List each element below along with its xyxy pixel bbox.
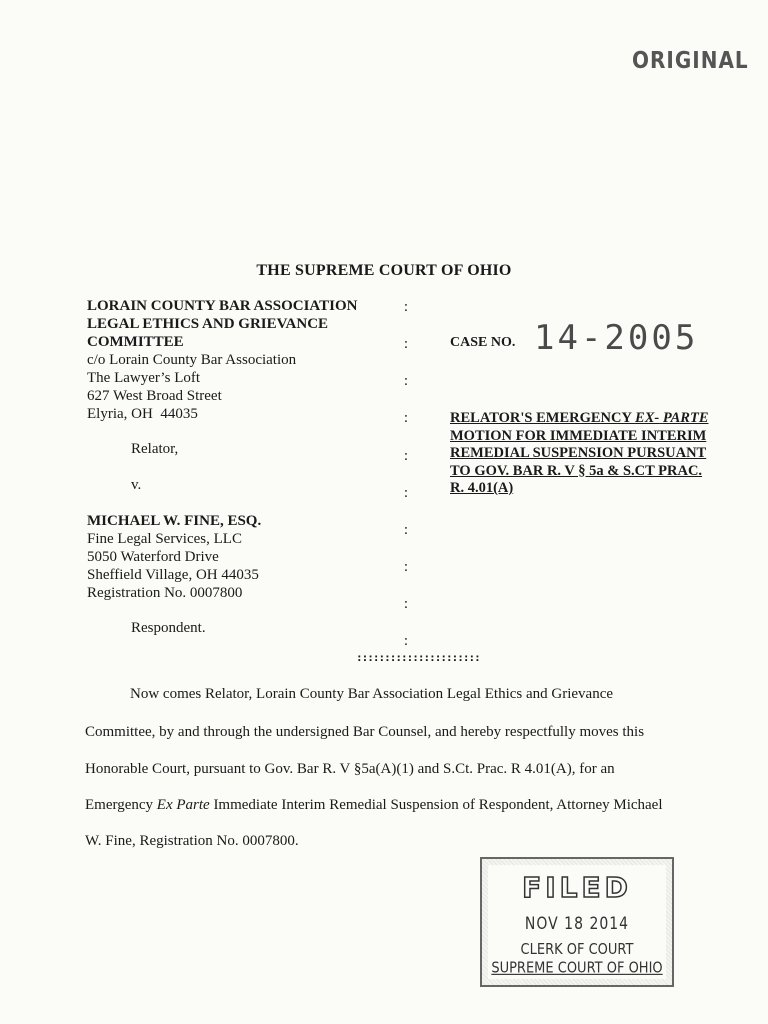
relator-name-line2: LEGAL ETHICS AND GRIEVANCE — [87, 316, 329, 332]
caption-colon: : — [403, 633, 409, 649]
original-stamp: ORIGINAL — [632, 46, 749, 74]
filed-stamp — [480, 857, 674, 987]
filed-clerk-line2: SUPREME COURT OF OHIO — [491, 960, 663, 978]
filed-date: NOV 18 2014 — [524, 914, 630, 934]
case-number-stamp: 14-2005 — [534, 318, 699, 358]
motion-title-part1: RELATOR'S EMERGENCY — [450, 410, 636, 426]
caption-colon: : — [403, 448, 409, 464]
body-line-4-italic: Ex Parte — [156, 797, 210, 813]
body-line-5: W. Fine, Registration No. 0007800. — [85, 833, 299, 849]
caption-colon: : — [403, 410, 409, 426]
body-line-4b: Immediate Interim Remedial Suspension of Respondent, Attorney Michael — [209, 797, 663, 813]
motion-title-part2: MOTION FOR IMMEDIATE INTERIM REMEDIAL SUSPENSION PURSUANT TO GOV. BAR R. V § 5a & S.CT PRAC. R. 4.01(A) — [450, 427, 707, 496]
respondent-role: Respondent. — [131, 620, 206, 636]
case-label: CASE NO. — [450, 335, 516, 350]
relator-role: Relator, — [131, 441, 179, 457]
caption-colon: : — [403, 522, 409, 538]
court-title: THE SUPREME COURT OF OHIO — [256, 262, 512, 279]
relator-name-line3: COMMITTEE — [87, 334, 184, 350]
filed-clerk — [488, 942, 666, 979]
body-line-2: Committee, by and through the undersigned Bar Counsel, and hereby respectfully moves this — [85, 724, 645, 740]
respondent-address1: Fine Legal Services, LLC — [87, 531, 242, 547]
caption-parties — [87, 297, 387, 637]
motion-title — [450, 410, 712, 498]
relator-address2: The Lawyer’s Loft — [87, 370, 201, 386]
caption-colon: : — [403, 336, 409, 352]
body-line-1: Now comes Relator, Lorain County Bar Association Legal Ethics and Grievance — [130, 686, 614, 702]
relator-address1: c/o Lorain County Bar Association — [87, 352, 297, 368]
respondent-registration: Registration No. 0007800 — [87, 585, 243, 601]
relator-address3: 627 West Broad Street — [87, 388, 222, 404]
respondent-address2: 5050 Waterford Drive — [87, 549, 219, 565]
relator-name-line1: LORAIN COUNTY BAR ASSOCIATION — [87, 298, 358, 314]
body-line-3: Honorable Court, pursuant to Gov. Bar R. V §5a(A)(1) and S.Ct. Prac. R 4.01(A), for an — [85, 761, 615, 777]
motion-title-parte: PARTE — [662, 410, 709, 426]
caption-separator: :::::::::::::::::::::: — [356, 651, 480, 664]
versus: v. — [131, 477, 142, 493]
caption-colon: : — [403, 596, 409, 612]
relator-address4: Elyria, OH 44035 — [87, 406, 198, 422]
caption-colon: : — [403, 559, 409, 575]
body-line-4 — [85, 797, 685, 814]
respondent-address3: Sheffield Village, OH 44035 — [87, 567, 259, 583]
caption-colon: : — [403, 485, 409, 501]
caption-colon: : — [403, 299, 409, 315]
filed-clerk-line1: CLERK OF COURT — [520, 941, 634, 959]
motion-title-ex: EX- — [635, 410, 660, 426]
filed-stamp-inner — [488, 865, 666, 979]
body-line-4a: Emergency — [85, 797, 157, 813]
filed-word: FILED — [522, 871, 632, 904]
respondent-name: MICHAEL W. FINE, ESQ. — [87, 513, 262, 529]
caption-colon: : — [403, 373, 409, 389]
